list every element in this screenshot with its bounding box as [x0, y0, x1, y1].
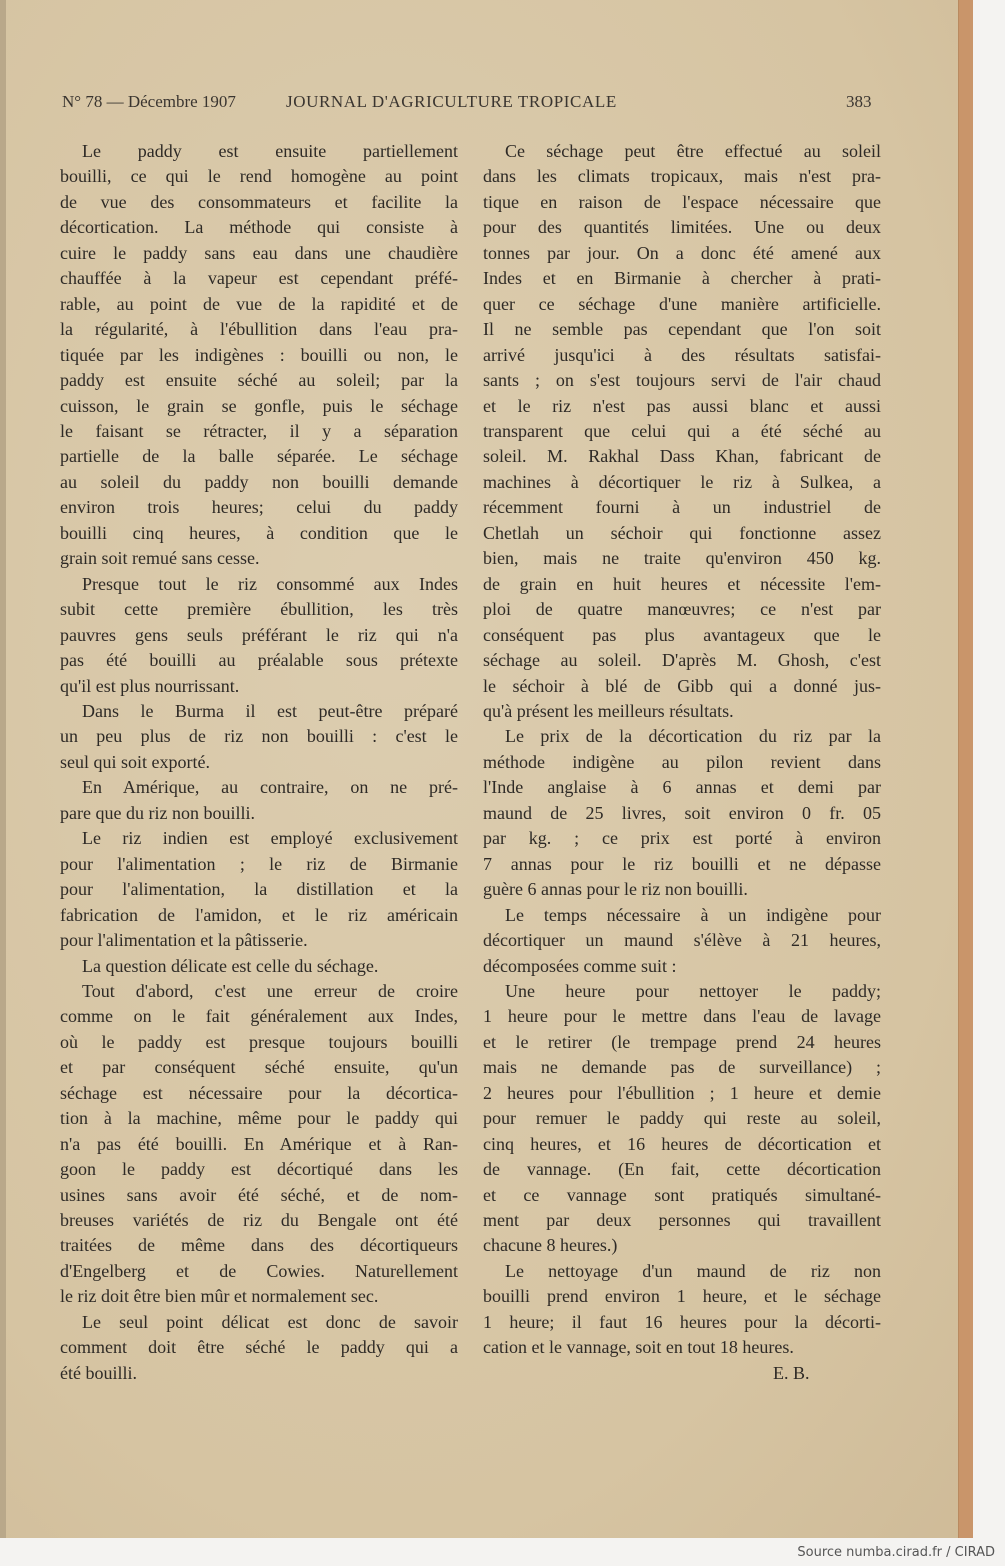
text-line: Dans le Burma il est peut-être préparé [82, 700, 458, 721]
text-line: subit cette première ébullition, les très [60, 599, 458, 620]
text-line: où le paddy est presque toujours bouilli [60, 1031, 458, 1052]
text-line: Le seul point délicat est donc de savoir [82, 1311, 458, 1332]
text-line: et le retirer (le trempage prend 24 heures [483, 1031, 881, 1052]
text-line: Le temps nécessaire à un indigène pour [505, 904, 881, 925]
source-credit: Source numba.cirad.fr / CIRAD [797, 1545, 995, 1560]
text-line: séchage au soleil. D'après M. Ghosh, c'est [483, 650, 881, 671]
text-line: le faisant se rétracter, il y a séparation [60, 420, 458, 441]
text-line: de grain en huit heures et nécessite l'em- [483, 573, 881, 594]
text-line: Ce séchage peut être effectué au soleil [505, 141, 881, 161]
text-line: chacune 8 heures.) [483, 1235, 618, 1256]
text-line: cuire le paddy sans eau dans une chaudière [60, 242, 458, 263]
text-line: guère 6 annas pour le riz non bouilli. [483, 879, 748, 900]
text-line: au soleil du paddy non bouilli demande [60, 471, 458, 492]
text-line: et par conséquent séché ensuite, qu'un [60, 1057, 458, 1078]
text-line: sants ; on s'est toujours servi de l'air chaud [483, 370, 881, 391]
text-line: d'Engelberg et de Cowies. Naturellement [60, 1260, 458, 1281]
text-line: pauvres gens seuls préférant le riz qui n'a [60, 624, 458, 645]
text-line: tonnes par jour. On a donc été amené aux [483, 242, 881, 263]
text-line: de vannage. (En fait, cette décortication [483, 1159, 881, 1180]
text-line: bien, mais ne traite qu'environ 450 kg. [483, 548, 881, 569]
text-line: Presque tout le riz consommé aux Indes [82, 573, 458, 594]
text-line: pour des quantités limitées. Une ou deux [483, 217, 881, 238]
text-line: bouilli cinq heures, à condition que le [60, 522, 458, 543]
text-line: le riz doit être bien mûr et normalement sec. [60, 1286, 379, 1307]
text-line: Le nettoyage d'un maund de riz non [505, 1260, 881, 1281]
text-line: pour l'alimentation, la distillation et la [60, 879, 458, 900]
text-line: goon le paddy est décortiqué dans les [60, 1159, 458, 1180]
text-line: pas été bouilli au préalable sous prétexte [60, 650, 458, 671]
text-line: quer ce séchage d'une manière artificielle. [483, 293, 881, 314]
text-line: traitées de même dans des décortiqueurs [60, 1235, 458, 1256]
text-line: La question délicate est celle du séchage. [82, 955, 379, 976]
text-line: Il ne semble pas cependant que l'on soit [483, 319, 881, 340]
page-right-edge [958, 0, 973, 1538]
text-line: breuses variétés de riz du Bengale ont été [60, 1210, 458, 1231]
text-line: décortication. La méthode qui consiste à [60, 217, 458, 238]
text-line: environ trois heures; celui du paddy [60, 497, 458, 518]
text-line: Le paddy est ensuite partiellement [82, 141, 458, 161]
text-line: ploi de quatre manœuvres; ce n'est par [483, 599, 881, 620]
text-line: Chetlah un séchoir qui fonctionne assez [483, 522, 881, 543]
text-line: Tout d'abord, c'est une erreur de croire [82, 980, 458, 1001]
left-column [60, 139, 458, 1386]
text-line: conséquent pas plus avantageux que le [483, 624, 881, 645]
text-line: mais ne demande pas de surveillance) ; [483, 1057, 881, 1078]
text-line: seul qui soit exporté. [60, 751, 210, 772]
text-line: tion à la machine, même pour le paddy qui [60, 1108, 458, 1129]
text-line: comme on le fait généralement aux Indes, [60, 1006, 458, 1027]
right-column [483, 139, 881, 1386]
text-line: machines à décortiquer le riz à Sulkea, a [483, 471, 881, 492]
text-line: 7 annas pour le riz bouilli et ne dépasse [483, 853, 881, 874]
journal-title: JOURNAL D'AGRICULTURE TROPICALE [286, 92, 617, 111]
text-line: pour l'alimentation et la pâtisserie. [60, 930, 308, 951]
text-line: maund de 25 livres, soit environ 0 fr. 05 [483, 802, 881, 823]
text-line: chauffée à la vapeur est cependant préfé- [60, 268, 458, 289]
text-line: fabrication de l'amidon, et le riz américain [60, 904, 458, 925]
text-line: Le riz indien est employé exclusivement [82, 828, 458, 849]
text-line: ment par deux personnes qui travaillent [483, 1210, 881, 1231]
text-line: l'Inde anglaise à 6 annas et demi par [483, 777, 881, 798]
text-line: un peu plus de riz non bouilli : c'est le [60, 726, 458, 747]
text-line: 1 heure pour le mettre dans l'eau de lavage [483, 1006, 881, 1027]
text-line: qu'il est plus nourrissant. [60, 675, 240, 696]
text-line: et ce vannage sont pratiqués simultané- [483, 1184, 881, 1205]
text-line: Indes et en Birmanie à chercher à prati- [483, 268, 881, 289]
text-line: Le prix de la décortication du riz par la [505, 726, 881, 747]
text-line: le séchoir à blé de Gibb qui a donné jus- [483, 675, 881, 696]
text-line: tique en raison de l'espace nécessaire que [483, 191, 881, 212]
page-number: 383 [846, 92, 872, 111]
text-line: usines sans avoir été séché, et de nom- [60, 1184, 458, 1205]
text-line: qu'à présent les meilleurs résultats. [483, 700, 734, 721]
text-line: tiquée par les indigènes : bouilli ou non, le [60, 344, 458, 365]
text-line: bouilli, ce qui le rend homogène au point [60, 166, 458, 187]
text-line: En Amérique, au contraire, on ne pré- [82, 777, 458, 798]
text-line: arrivé jusqu'ici à des résultats satisfai- [483, 344, 881, 365]
text-line: rable, au point de vue de la rapidité et de [60, 293, 458, 314]
text-line: de vue des consommateurs et facilite la [60, 191, 458, 212]
text-line: pour remuer le paddy qui reste au soleil, [483, 1108, 881, 1129]
page-binding-edge [0, 0, 6, 1538]
text-line: par kg. ; ce prix est porté à environ [483, 828, 881, 849]
text-line: pour l'alimentation ; le riz de Birmanie [60, 853, 458, 874]
text-line: grain soit remué sans cesse. [60, 548, 260, 569]
text-line: cuisson, le grain se gonfle, puis le séchage [60, 395, 458, 416]
text-line: cinq heures, et 16 heures de décortication et [483, 1133, 881, 1154]
text-line: n'a pas été bouilli. En Amérique et à Ran- [60, 1133, 458, 1154]
running-header [62, 92, 880, 116]
text-line: séchage est nécessaire pour la décortica- [60, 1082, 458, 1103]
author-signature: E. B. [773, 1362, 810, 1383]
issue-info: N° 78 — Décembre 1907 [62, 92, 236, 111]
text-line: cation et le vannage, soit en tout 18 heures. [483, 1337, 794, 1358]
text-line: paddy est ensuite séché au soleil; par la [60, 370, 458, 391]
text-line: pare que du riz non bouilli. [60, 802, 255, 823]
text-line: et le riz n'est pas aussi blanc et aussi [483, 395, 881, 416]
text-line: soleil. M. Rakhal Dass Khan, fabricant de [483, 446, 881, 467]
text-line: comment doit être séché le paddy qui a [60, 1337, 458, 1358]
text-line: décortiquer un maund s'élève à 21 heures, [483, 930, 881, 951]
text-line: dans les climats tropicaux, mais n'est pra- [483, 166, 881, 187]
text-line: 1 heure; il faut 16 heures pour la décorti- [483, 1311, 881, 1332]
text-line: récemment fourni à un industriel de [483, 497, 881, 518]
text-line: la régularité, à l'ébullition dans l'eau pra- [60, 319, 458, 340]
text-line: méthode indigène au pilon revient dans [483, 751, 881, 772]
text-line: partielle de la balle séparée. Le séchage [60, 446, 458, 467]
text-line: Une heure pour nettoyer le paddy; [505, 980, 881, 1001]
text-line: été bouilli. [60, 1362, 137, 1383]
text-line: bouilli prend environ 1 heure, et le séchage [483, 1286, 881, 1307]
text-line: décomposées comme suit : [483, 955, 677, 976]
text-line: 2 heures pour l'ébullition ; 1 heure et demie [483, 1082, 881, 1103]
text-line: transparent que celui qui a été séché au [483, 420, 881, 441]
